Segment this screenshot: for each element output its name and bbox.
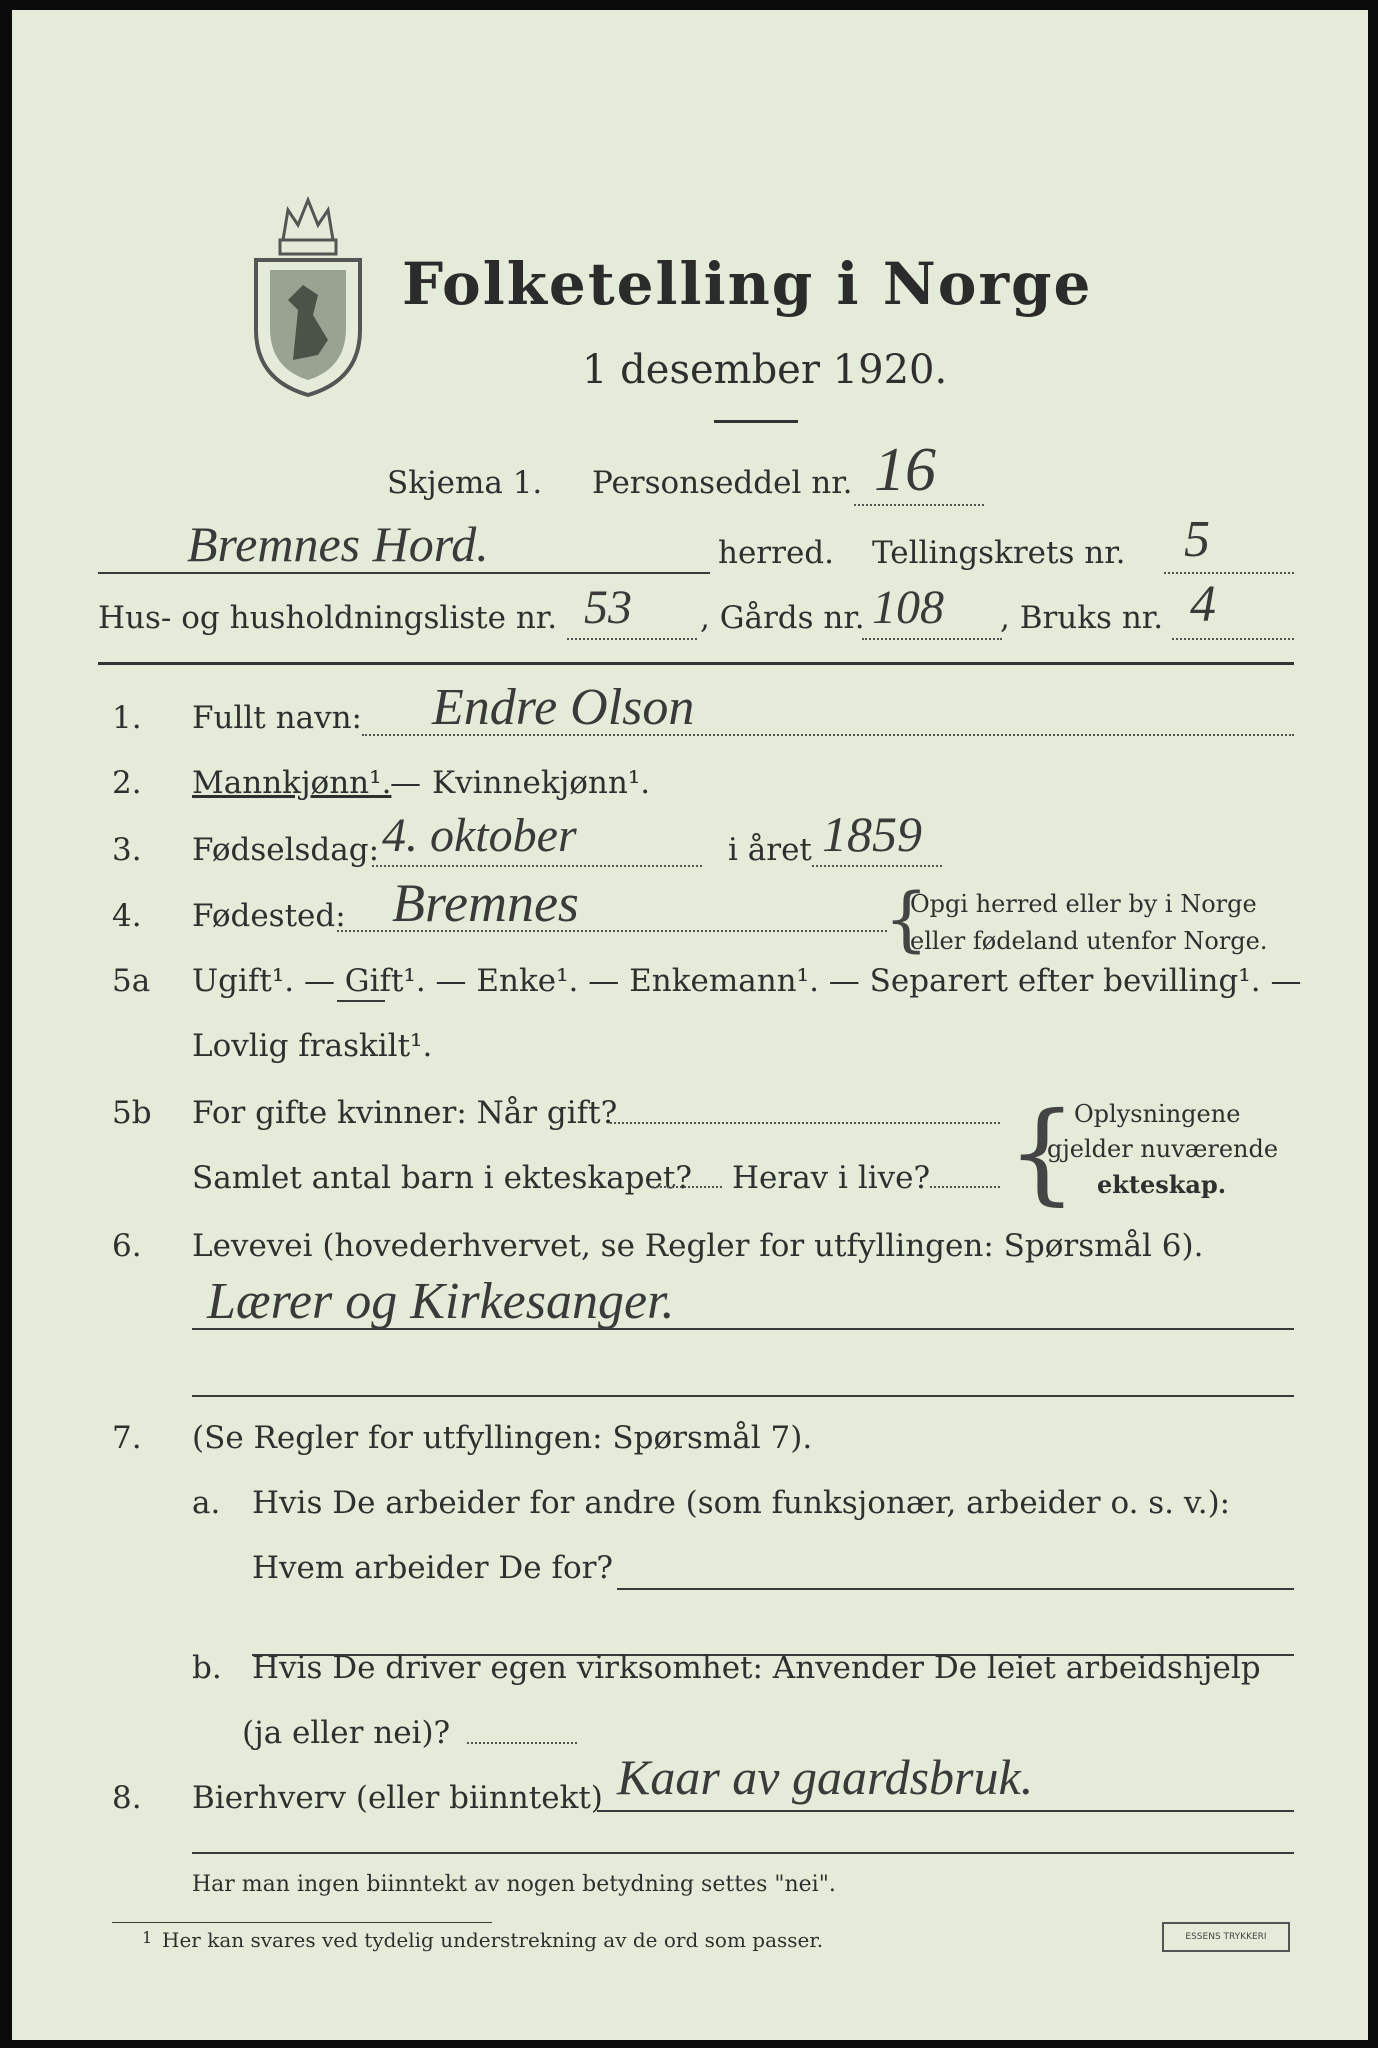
section-divider	[98, 662, 1294, 665]
bruks-label: , Bruks nr.	[1000, 600, 1164, 636]
children-total-line	[652, 1186, 722, 1188]
footnote-divider	[112, 1922, 492, 1923]
q5b-brace: {	[1007, 1088, 1077, 1216]
q5b-married-when: For gifte kvinner: Når gift?	[192, 1095, 618, 1131]
q7a-line1: Hvis De arbeider for andre (som funksjonær, arbeider o. s. v.):	[252, 1485, 1231, 1521]
bruks-line	[1172, 638, 1294, 640]
side-occupation-value[interactable]: Kaar av gaardsbruk.	[617, 1749, 1034, 1805]
gender-male-option[interactable]: Mannkjønn¹.	[192, 765, 392, 801]
q4-note-line2: eller fødeland utenfor Norge.	[910, 927, 1268, 955]
q5b-children-total: Samlet antal barn i ekteskapet?	[192, 1160, 692, 1196]
gender-female-option[interactable]: Kvinnekjønn¹.	[432, 765, 651, 801]
q5b-note-line2: gjelder nuværende	[1047, 1135, 1279, 1163]
birthplace-value[interactable]: Bremnes	[392, 873, 579, 933]
q5a-number: 5a	[112, 963, 151, 999]
census-form	[12, 10, 1368, 2040]
footer-note: Har man ingen biinntekt av nogen betydning settes "nei".	[192, 1872, 836, 1897]
side-occupation-line	[597, 1810, 1294, 1812]
personseddel-value[interactable]: 16	[874, 436, 936, 504]
q7b-line1: Hvis De driver egen virksomhet: Anvender De leiet arbeidshjelp	[252, 1650, 1261, 1686]
q6-number: 6.	[112, 1228, 142, 1264]
gaards-value[interactable]: 108	[872, 581, 944, 634]
q1-label: Fullt navn:	[192, 700, 362, 736]
occupation-line-1	[192, 1328, 1294, 1330]
census-date: 1 desember 1920.	[582, 347, 948, 393]
q5b-children-alive: Herav i live?	[732, 1160, 931, 1196]
herred-label: herred.	[718, 535, 834, 571]
full-name-line	[362, 734, 1294, 736]
q4-label: Fødested:	[192, 898, 346, 934]
q3-number: 3.	[112, 832, 142, 868]
gaards-line	[862, 638, 1002, 640]
q5b-note-line1: Oplysningene	[1074, 1100, 1241, 1128]
hus-label: Hus- og husholdningsliste nr.	[98, 600, 558, 636]
side-occupation-line-2	[192, 1852, 1294, 1854]
q7-number: 7.	[112, 1420, 142, 1456]
birthdate-value[interactable]: 4. oktober	[382, 809, 577, 862]
q8-number: 8.	[112, 1780, 142, 1816]
hus-line	[567, 638, 697, 640]
q7b-number: b.	[192, 1650, 222, 1686]
coat-of-arms-icon	[248, 190, 368, 400]
employer-line-1[interactable]	[617, 1588, 1294, 1590]
tellingskrets-label: Tellingskrets nr.	[872, 535, 1126, 571]
hus-value[interactable]: 53	[584, 581, 632, 634]
q2-number: 2.	[112, 765, 142, 801]
printer-stamp-text: ESSENS TRYKKERI	[1185, 1932, 1267, 1942]
marital-status-options[interactable]: Ugift¹. — Gift¹. — Enke¹. — Enkemann¹. — Separert efter bevilling¹. —	[192, 963, 1302, 999]
birth-year-line	[812, 865, 942, 867]
divorced-option[interactable]: Lovlig fraskilt¹.	[192, 1028, 433, 1064]
birthdate-line	[372, 865, 702, 867]
form-title: Folketelling i Norge	[402, 250, 1093, 318]
married-when-line	[610, 1122, 1000, 1124]
q4-brace: {	[884, 878, 929, 960]
herred-value[interactable]: Bremnes Hord.	[187, 516, 489, 572]
occupation-line-2	[192, 1395, 1294, 1397]
personseddel-label: Personseddel nr.	[592, 465, 853, 501]
married-underline	[337, 1000, 385, 1002]
q7-label: (Se Regler for utfyllingen: Spørsmål 7).	[192, 1420, 813, 1456]
birth-year-label: i året	[728, 832, 812, 868]
q6-label: Levevei (hovederhvervet, se Regler for utfyllingen: Spørsmål 6).	[192, 1228, 1204, 1264]
gender-separator: —	[390, 765, 421, 801]
q4-note-line1: Opgi herred eller by i Norge	[910, 890, 1257, 918]
printer-stamp	[1162, 1922, 1290, 1952]
full-name-value[interactable]: Endre Olson	[432, 679, 695, 736]
title-divider	[714, 420, 798, 423]
children-alive-line	[930, 1186, 1000, 1188]
tellingskrets-value[interactable]: 5	[1184, 511, 1210, 568]
footnote-text: Her kan svares ved tydelig understrekning av de ord som passer.	[162, 1928, 824, 1952]
q7a-line2: Hvem arbeider De for?	[252, 1550, 614, 1586]
birth-year-value[interactable]: 1859	[822, 806, 922, 862]
q3-label: Fødselsdag:	[192, 832, 380, 868]
tellingskrets-line	[1164, 572, 1294, 574]
q7a-number: a.	[192, 1485, 221, 1521]
herred-line	[98, 572, 710, 574]
skjema-label: Skjema 1.	[387, 465, 543, 501]
q5b-note-line3: ekteskap.	[1097, 1170, 1227, 1199]
hired-help-line[interactable]	[467, 1742, 577, 1744]
q4-number: 4.	[112, 898, 142, 934]
personseddel-line	[854, 504, 984, 506]
footnote-mark: 1	[142, 1928, 153, 1947]
birthplace-line	[337, 930, 887, 932]
q1-number: 1.	[112, 700, 142, 736]
q7b-line2: (ja eller nei)?	[242, 1715, 451, 1751]
q5b-number: 5b	[112, 1095, 152, 1131]
bruks-value[interactable]: 4	[1190, 576, 1216, 633]
occupation-value[interactable]: Lærer og Kirkesanger.	[207, 1273, 675, 1330]
q8-label: Bierhverv (eller biinntekt)	[192, 1780, 603, 1816]
gaards-label: , Gårds nr.	[700, 600, 865, 636]
